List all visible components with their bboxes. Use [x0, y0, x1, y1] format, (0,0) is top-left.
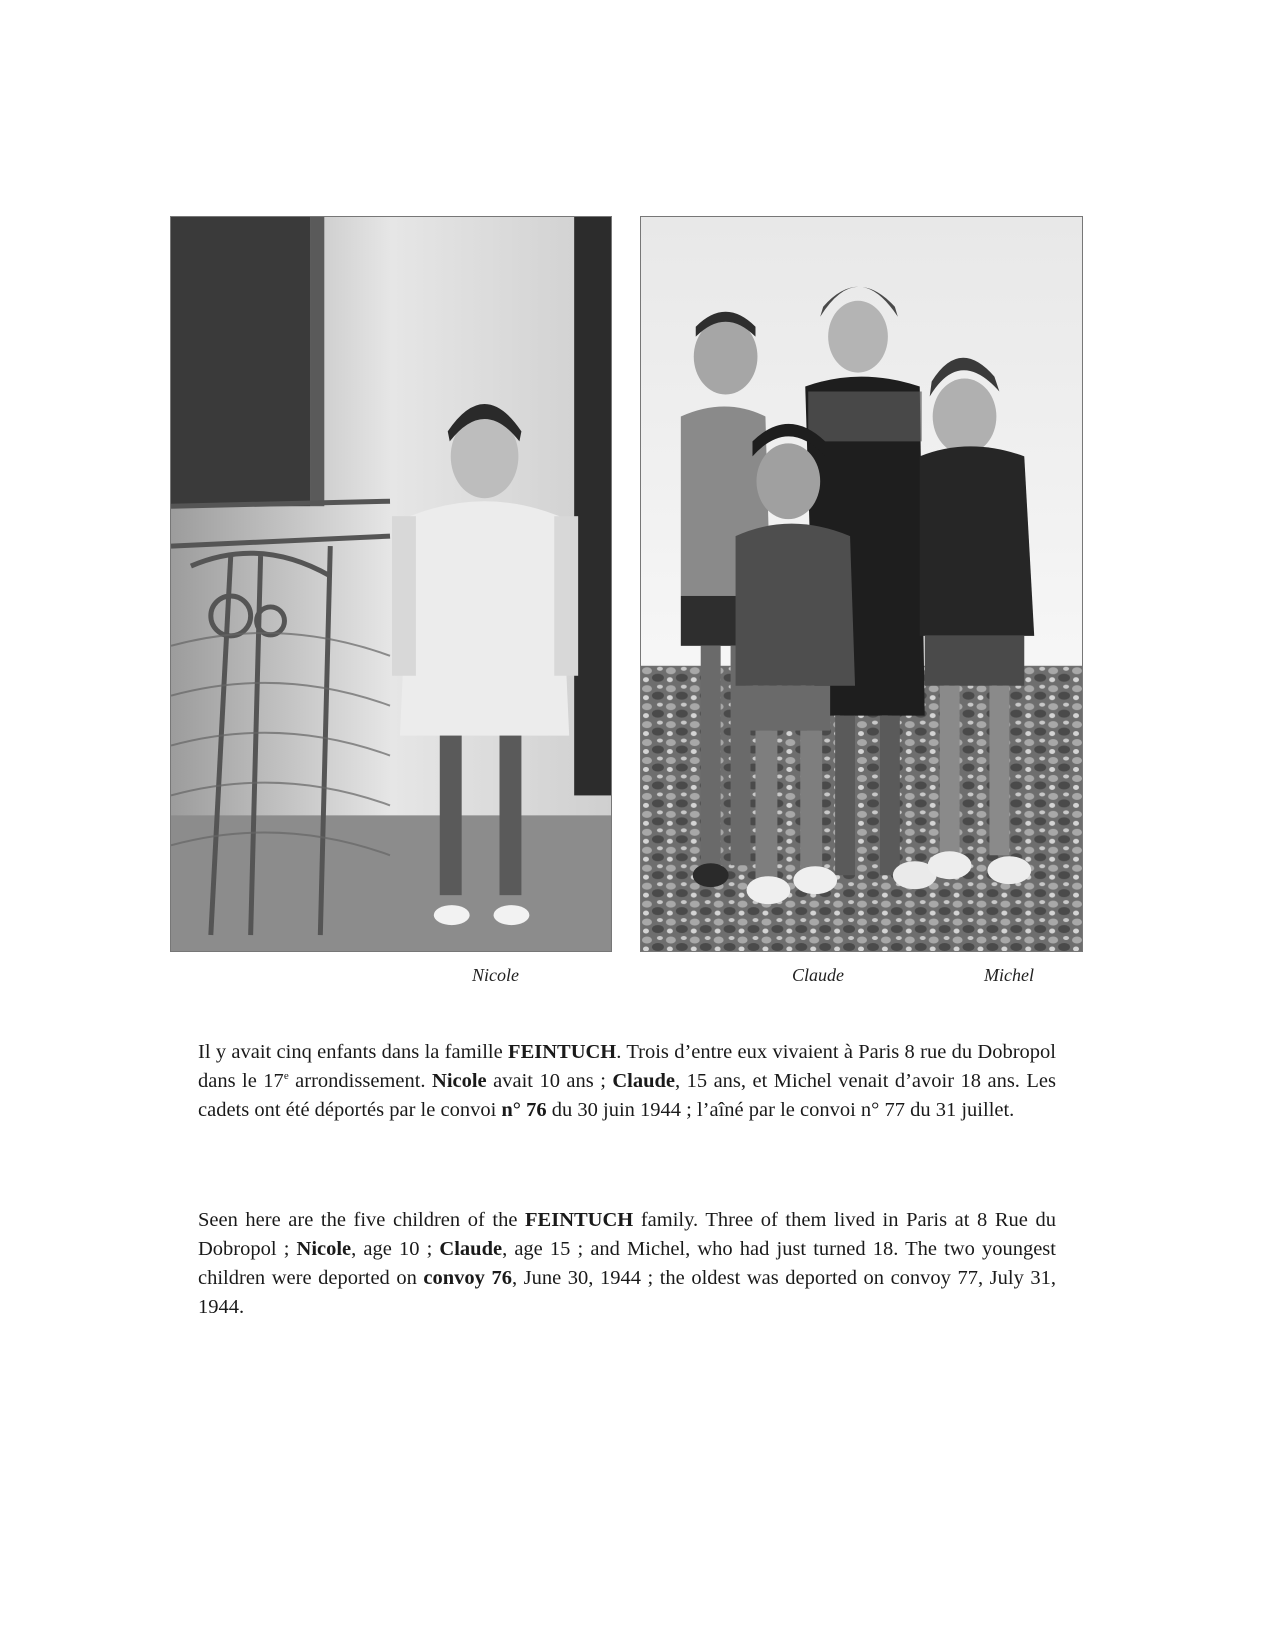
text-run: avait 10 ans ;	[486, 1070, 613, 1092]
text-run: arrondissement.	[288, 1070, 433, 1092]
bold-name-claude: Claude	[439, 1238, 503, 1260]
bold-convoy-number: convoy 76	[423, 1267, 512, 1289]
superscript: e	[283, 1070, 289, 1083]
bold-name-claude: Claude	[612, 1070, 676, 1092]
caption-claude: Claude	[792, 965, 844, 985]
text-run: family. Three of them lived in Paris at 8 Rue du Dobropol ;	[198, 1209, 1056, 1260]
bold-family-name: FEINTUCH	[525, 1209, 634, 1231]
text-run: , age 15 ; and Michel, who had just turned 18. The two youngest children were deported on	[198, 1238, 1056, 1289]
photo-feintuch-children	[640, 216, 1083, 952]
text-run: , 15 ans, et Michel venait d’avoir 18 ans. Les cadets ont été déportés par le convoi	[198, 1070, 1057, 1121]
photo-nicole	[170, 216, 612, 952]
bold-name-nicole: Nicole	[432, 1070, 487, 1092]
paragraph-french	[198, 1038, 1056, 1125]
bold-convoy-number: n° 76	[501, 1099, 547, 1121]
text-run: , age 10 ;	[351, 1238, 440, 1260]
text-run: du 30 juin 1944 ; l’aîné par le convoi n° 77 du 31 juillet.	[546, 1099, 1015, 1121]
text-run: Seen here are the five children of the	[198, 1209, 526, 1231]
paragraph-english	[198, 1206, 1056, 1322]
text-run: Il y avait cinq enfants dans la famille	[198, 1041, 509, 1063]
bold-name-nicole: Nicole	[296, 1238, 352, 1260]
photo-feintuch-children-image	[641, 217, 1082, 951]
caption-nicole: Nicole	[472, 965, 519, 985]
photo-nicole-image	[171, 217, 611, 951]
text-run: . Trois d’entre eux vivaient à Paris 8 rue du Dobropol dans le 17	[198, 1041, 1056, 1092]
bold-family-name: FEINTUCH	[508, 1041, 617, 1063]
text-run: , June 30, 1944 ; the oldest was deported on convoy 77, July 31, 1944.	[198, 1267, 1056, 1318]
caption-michel: Michel	[984, 965, 1034, 985]
